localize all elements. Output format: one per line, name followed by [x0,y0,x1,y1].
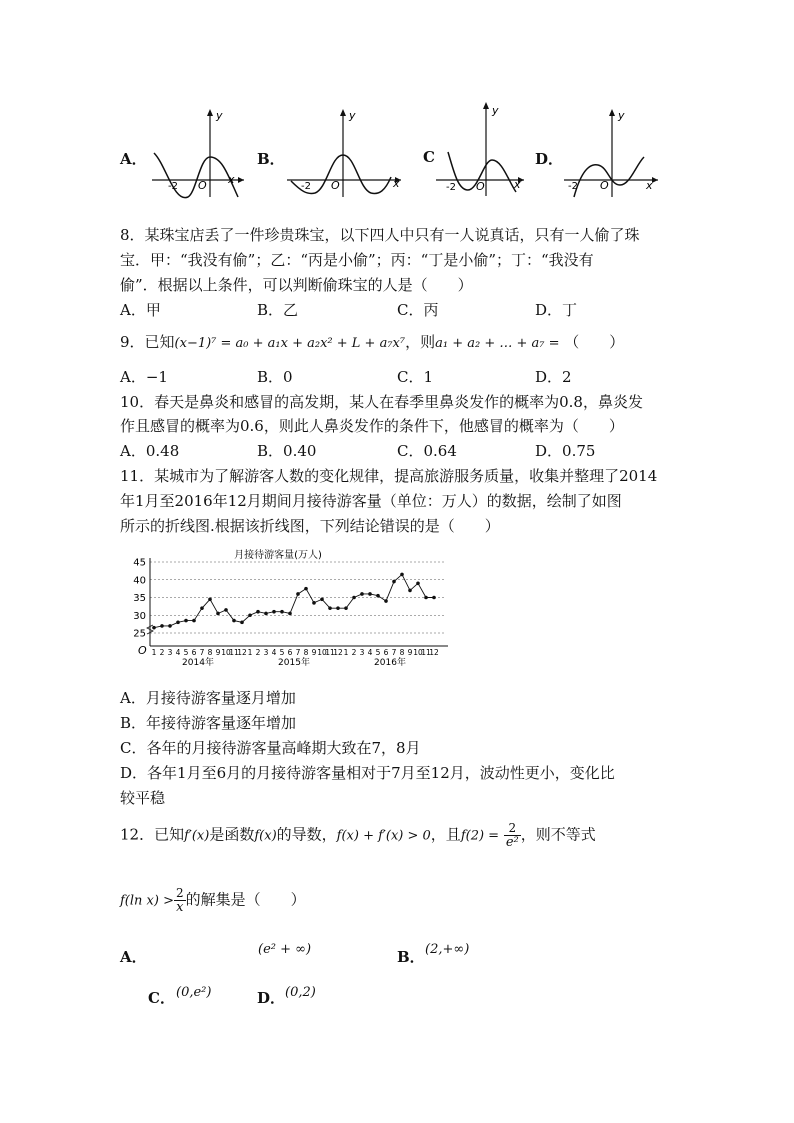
q10-option-d[interactable]: D．0.75 [535,442,596,460]
curve [574,157,644,197]
x-label: x [228,173,235,186]
month-label-22: 10 [317,648,327,657]
chart-title: 月接待游客量(万人) [234,550,322,561]
month-label-32: 8 [399,648,405,657]
data-point-7 [200,606,204,610]
data-point-35 [424,596,428,600]
data-point-6 [192,619,196,623]
data-point-26 [352,596,356,600]
data-point-12 [240,621,244,625]
data-point-33 [408,589,412,593]
origin-label: O [331,179,340,192]
q12-option-d-label[interactable]: D． [257,989,286,1007]
q12-option-b-label[interactable]: B． [397,948,425,966]
q9-prefix: 9．已知 [120,333,175,351]
q8-option-a[interactable]: A．甲 [120,301,161,319]
month-label-18: 6 [287,648,293,657]
data-point-32 [400,573,404,577]
month-label-34: 10 [413,648,423,657]
month-label-26: 2 [351,648,357,657]
data-point-24 [336,606,340,610]
series-line [154,574,434,627]
chart-origin-label: O [138,644,147,657]
data-point-28 [368,592,372,596]
y-label: y [216,109,223,122]
q11-option-d[interactable]: D．各年1月至6月的月接待游客量相对于7月至12月，波动性更小，变化比 [120,764,615,782]
q7-graph-d [562,105,662,200]
q12-f2: f(2) = [460,828,500,844]
data-point-1 [152,626,156,630]
year-label-3: 2016年 [374,658,406,668]
month-label-28: 4 [367,648,373,657]
q12-inequality-left: f(ln x) > [120,893,174,909]
y-tick-label-35: 35 [133,593,146,604]
month-label-15: 3 [263,648,269,657]
q8-option-d[interactable]: D．丁 [535,301,578,319]
month-label-33: 9 [407,648,413,657]
data-point-23 [328,606,332,610]
q12-text-3: ，且 [430,825,461,844]
month-label-31: 7 [391,648,397,657]
q9-option-b[interactable]: B．0 [257,368,293,386]
data-point-17 [280,610,284,614]
month-label-20: 8 [303,648,309,657]
month-label-13: 1 [247,648,253,657]
data-point-5 [184,619,188,623]
q10-option-a[interactable]: A．0.48 [120,442,180,460]
data-point-29 [376,594,380,598]
q12-fx: f(x) [254,828,277,844]
data-point-8 [208,597,212,601]
q11-option-a[interactable]: A．月接待游客量逐月增加 [120,689,296,707]
y-label: y [349,109,356,122]
q12-text-1: 是函数 [209,825,255,844]
data-point-22 [320,597,324,601]
y-tick-label-25: 25 [133,628,146,640]
q12-inequality-numerator: 2 [175,886,184,900]
data-point-11 [232,619,236,623]
q12-f2-denominator: e² [505,835,519,850]
month-label-36: 12 [429,648,439,657]
q12-stem-line-2 [120,887,306,914]
month-label-30: 6 [383,648,389,657]
month-label-27: 3 [359,648,365,657]
data-point-25 [344,606,348,610]
y-label: y [618,109,625,122]
q11-stem-line-3: 所示的折线图.根据该折线图，下列结论错误的是（ ） [120,517,500,535]
year-label-2: 2015年 [278,658,310,668]
q7-option-c-label: C [423,148,435,166]
q12-inequality-denominator: x [176,900,184,915]
month-label-1: 1 [151,648,157,657]
q12-option-a-value[interactable]: (e² + ∞) [258,942,312,957]
q10-option-c[interactable]: C．0.64 [397,442,457,460]
q11-line-chart [128,546,458,670]
month-label-12: 12 [237,648,247,657]
origin-label: O [600,179,609,192]
y-tick-label-30: 30 [133,610,146,622]
q12-option-c-value[interactable]: (0,e²) [176,985,212,1000]
month-label-4: 4 [175,648,181,657]
year-label-1: 2014年 [182,658,214,668]
data-point-30 [384,599,388,603]
data-point-36 [432,596,436,600]
q9-formula-2: a₁ + a₂ + … + a₇ = [435,336,560,351]
data-point-21 [312,601,316,605]
q7-option-b-label: B． [257,150,285,168]
q9-formula: (x−1)⁷ = a₀ + a₁x + a₂x² + L + a₇x⁷ [174,336,406,351]
q12-f2-fraction [504,822,521,849]
q12-prefix: 12．已知 [120,825,185,844]
data-point-14 [256,610,260,614]
month-label-11: 11 [229,648,239,657]
data-point-19 [296,592,300,596]
q12-stem-line-1 [120,822,596,849]
data-point-13 [248,613,252,617]
q8-stem-line-3: 偷”．根据以上条件，可以判断偷珠宝的人是（ ） [120,276,473,294]
data-point-3 [168,624,172,628]
q11-option-b[interactable]: B．年接待游客量逐年增加 [120,714,297,732]
x-label: x [646,179,653,192]
q12-f2-numerator: 2 [504,822,521,836]
month-label-8: 8 [207,648,213,657]
q12-text-2: 的导数， [276,825,337,844]
q9-option-c[interactable]: C．1 [397,368,434,386]
month-label-35: 11 [421,648,431,657]
q12-text-4: ，则不等式 [520,825,596,844]
q9-suffix: （ ） [564,333,625,351]
tick-label: -2 [168,181,178,192]
q11-stem-line-2: 年1月至2016年12月期间月接待游客量（单位：万人）的数据，绘制了如图 [120,492,622,510]
data-point-2 [160,624,164,628]
q7-graph-b [285,105,405,200]
month-label-9: 9 [215,648,221,657]
q12-option-c-label[interactable]: C． [148,989,175,1007]
data-point-31 [392,580,396,584]
q11-option-d-continued: 较平稳 [120,789,166,807]
q12-option-d-value[interactable]: (0,2) [285,985,316,1000]
q8-option-b[interactable]: B．乙 [257,301,299,319]
x-label: x [393,177,400,190]
q7-option-d-label: D． [535,150,564,168]
tick-label: -2 [446,182,456,193]
month-label-29: 5 [375,648,381,657]
data-point-15 [264,612,268,616]
month-label-5: 5 [183,648,189,657]
month-label-2: 2 [159,648,165,657]
x-label: x [514,178,521,191]
data-point-18 [288,612,292,616]
q7-graph-a [148,105,248,200]
q9-stem [120,331,624,352]
data-point-4 [176,621,180,625]
q7-option-a-label: A． [120,150,147,168]
month-label-14: 2 [255,648,261,657]
data-point-20 [304,587,308,591]
origin-label: O [198,179,207,192]
q12-option-a-label[interactable]: A． [120,948,147,966]
month-label-16: 4 [271,648,277,657]
q12-condition: f(x) + f′(x) > 0 [336,828,431,844]
month-label-23: 11 [325,648,335,657]
month-label-10: 10 [221,648,231,657]
month-label-25: 1 [343,648,349,657]
month-label-19: 7 [295,648,301,657]
curve [154,153,238,198]
q8-stem-line-2: 宝．甲：“我没有偷”；乙：“丙是小偷”；丙：“丁是小偷”；丁：“我没有 [120,251,594,269]
month-label-17: 5 [279,648,285,657]
q8-option-c[interactable]: C．丙 [397,301,439,319]
data-point-9 [216,612,220,616]
y-label: y [492,104,499,117]
q8-stem-line-1: 8．某珠宝店丢了一件珍贵珠宝，以下四人中只有一人说真话，只有一人偷了珠 [120,226,640,244]
q11-option-c[interactable]: C．各年的月接待游客量高峰期大致在7，8月 [120,739,421,757]
q10-option-b[interactable]: B．0.40 [257,442,317,460]
y-tick-label-45: 45 [133,557,146,569]
data-point-10 [224,608,228,612]
month-label-21: 9 [311,648,317,657]
q10-stem-line-2: 作且感冒的概率为0.6，则此人鼻炎发作的条件下，他感冒的概率为（ ） [120,417,624,435]
q10-stem-line-1: 10．春天是鼻炎和感冒的高发期，某人在春季里鼻炎发作的概率为0.8，鼻炎发 [120,393,643,411]
month-label-3: 3 [167,648,173,657]
q9-option-a[interactable]: A．−1 [120,368,168,386]
q11-stem-line-1: 11．某城市为了解游客人数的变化规律，提高旅游服务质量，收集并整理了2014 [120,467,658,485]
month-label-24: 12 [333,648,343,657]
q12-fprime: f′(x) [184,828,210,844]
q7-graph-c [432,100,528,200]
data-point-34 [416,582,420,586]
origin-label: O [476,180,485,193]
data-point-27 [360,592,364,596]
q12-option-b-value[interactable]: (2,+∞) [425,942,470,957]
axis-break-mark [147,625,153,634]
tick-label: -2 [301,181,311,192]
month-label-6: 6 [191,648,197,657]
q12-text-5: 的解集是（ ） [185,890,306,909]
q9-option-d[interactable]: D．2 [535,368,572,386]
q9-middle: ，则 [405,333,436,351]
q12-inequality-fraction [174,887,186,914]
data-point-16 [272,610,276,614]
y-tick-label-40: 40 [133,575,146,587]
month-label-7: 7 [199,648,205,657]
tick-label: -2 [568,181,578,192]
